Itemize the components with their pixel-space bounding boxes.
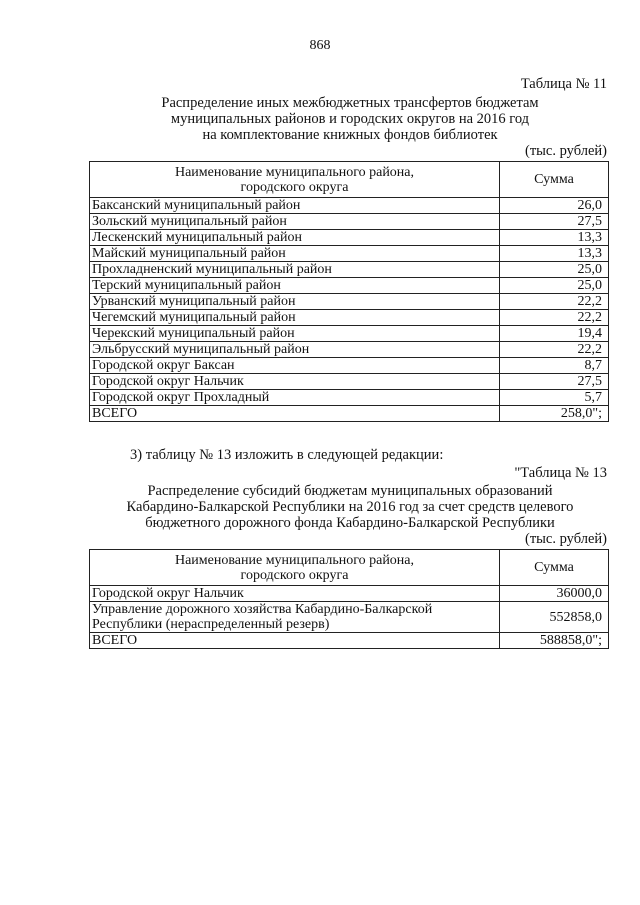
column-header-name [90,550,500,586]
instruction-text: 3) таблицу № 13 изложить в следующей редакции: [130,447,444,463]
table11-title-line: на комплектование книжных фондов библиотек [202,127,498,143]
column-header-line: Наименование муниципального района, [174,164,415,180]
row-value: 13,3 [500,246,609,262]
row-name: Чегемский муниципальный район [90,310,500,326]
row-value: 258,0"; [500,406,609,422]
table-row [90,214,609,230]
table13-units: (тыс. рублей) [525,531,607,547]
row-name: Эльбрусский муниципальный район [90,342,500,358]
table-row [90,342,609,358]
row-value: 22,2 [500,342,609,358]
table-total-row [90,633,609,649]
row-name-line: Управление дорожного хозяйства Кабардино-Балкарской [92,602,433,617]
row-value: 26,0 [500,198,609,214]
row-name [90,602,500,633]
page-number: 868 [309,38,331,53]
column-header-line: городского округа [240,567,349,583]
column-header-name [90,162,500,198]
table11-label: Таблица № 11 [520,76,607,92]
table-row [90,294,609,310]
table-row [90,198,609,214]
table-row [90,230,609,246]
table-row [90,390,609,406]
table11-title [60,95,640,143]
row-name: Майский муниципальный район [90,246,500,262]
table13-title-line: бюджетного дорожного фонда Кабардино-Балкарской Республики [145,515,555,531]
table-row [90,586,609,602]
row-name: Городской округ Нальчик [90,374,500,390]
table11 [89,161,609,422]
row-value: 36000,0 [500,586,609,602]
column-header-sum: Сумма [500,550,609,586]
row-value: 5,7 [500,390,609,406]
row-value: 552858,0 [500,602,609,633]
table11-title-line: муниципальных районов и городских округов на 2016 год [170,111,530,127]
row-name: Прохладненский муниципальный район [90,262,500,278]
column-header-sum: Сумма [500,162,609,198]
row-name: Лескенский муниципальный район [90,230,500,246]
row-name: Зольский муниципальный район [90,214,500,230]
row-value: 25,0 [500,262,609,278]
row-value: 13,3 [500,230,609,246]
row-value: 22,2 [500,294,609,310]
row-value: 27,5 [500,374,609,390]
row-name: Баксанский муниципальный район [90,198,500,214]
table-row [90,602,609,633]
row-name: ВСЕГО [90,406,500,422]
row-name: Городской округ Баксан [90,358,500,374]
table13-title-line: Распределение субсидий бюджетам муниципальных образований [147,483,553,499]
table-row [90,326,609,342]
table-row [90,278,609,294]
row-name: Терский муниципальный район [90,278,500,294]
table-row [90,246,609,262]
table13-title-line: Кабардино-Балкарской Республики на 2016 год за счет средств целевого [126,499,574,515]
row-name: Урванский муниципальный район [90,294,500,310]
row-name-line: Республики (нераспределенный резерв) [92,617,330,632]
row-name: Городской округ Нальчик [90,586,500,602]
table-total-row [90,406,609,422]
row-name: Черекский муниципальный район [90,326,500,342]
table13-title [60,483,640,531]
column-header-line: городского округа [240,179,349,195]
table13 [89,549,609,649]
column-header-line: Наименование муниципального района, [174,552,415,568]
row-name: ВСЕГО [90,633,500,649]
table-row [90,310,609,326]
row-value: 25,0 [500,278,609,294]
table-row [90,374,609,390]
table13-label: "Таблица № 13 [514,465,607,481]
table11-title-line: Распределение иных межбюджетных трансфертов бюджетам [161,95,539,111]
table-header-row [90,162,609,198]
table-header-row [90,550,609,586]
table-row [90,262,609,278]
table-row [90,358,609,374]
row-name: Городской округ Прохладный [90,390,500,406]
row-value: 19,4 [500,326,609,342]
table11-units: (тыс. рублей) [525,143,607,159]
row-value: 588858,0"; [500,633,609,649]
row-value: 8,7 [500,358,609,374]
row-value: 27,5 [500,214,609,230]
row-value: 22,2 [500,310,609,326]
